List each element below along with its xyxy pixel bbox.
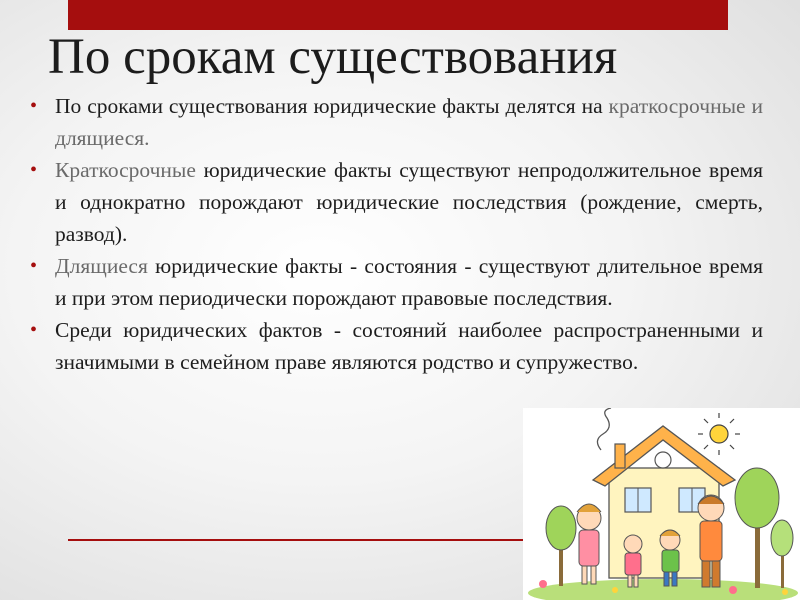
bullet-item bbox=[28, 250, 763, 314]
slide-title: По срокам существования bbox=[48, 29, 618, 85]
bullet-item bbox=[28, 314, 763, 378]
bullet-list bbox=[28, 90, 763, 378]
bullet-marker-icon: • bbox=[30, 159, 38, 181]
bullet-text: По сроками существования юридические факты делятся на bbox=[55, 94, 609, 118]
tree-icon bbox=[546, 506, 576, 586]
bullet-marker-icon: • bbox=[30, 255, 38, 277]
bullet-item bbox=[28, 90, 763, 154]
bullet-text: юридические факты существуют непродолжительное время и однократно порождают юридические последствия (рождение, смерть, развод). bbox=[55, 158, 763, 246]
bullet-marker-icon: • bbox=[30, 319, 38, 341]
sun-icon bbox=[698, 413, 740, 455]
tree-icon bbox=[735, 468, 793, 588]
bullet-text: юридические факты - состояния - существуют длительное время и при этом периодически порождают правовые последствия. bbox=[55, 254, 763, 310]
bottom-accent-rule bbox=[68, 539, 538, 541]
bullet-text: Среди юридических фактов - состояний наиболее распространенными и значимыми в семейном праве являются родство и супружество. bbox=[55, 318, 763, 374]
bullet-text-muted: краткосрочные и длящиеся. bbox=[55, 94, 763, 150]
top-accent-bar bbox=[68, 0, 728, 30]
family-house-illustration bbox=[523, 408, 800, 600]
bullet-item bbox=[28, 154, 763, 250]
bullet-text-muted: Краткосрочные bbox=[55, 158, 196, 182]
bullet-marker-icon: • bbox=[30, 95, 38, 117]
bullet-text-muted: Длящиеся bbox=[55, 254, 148, 278]
